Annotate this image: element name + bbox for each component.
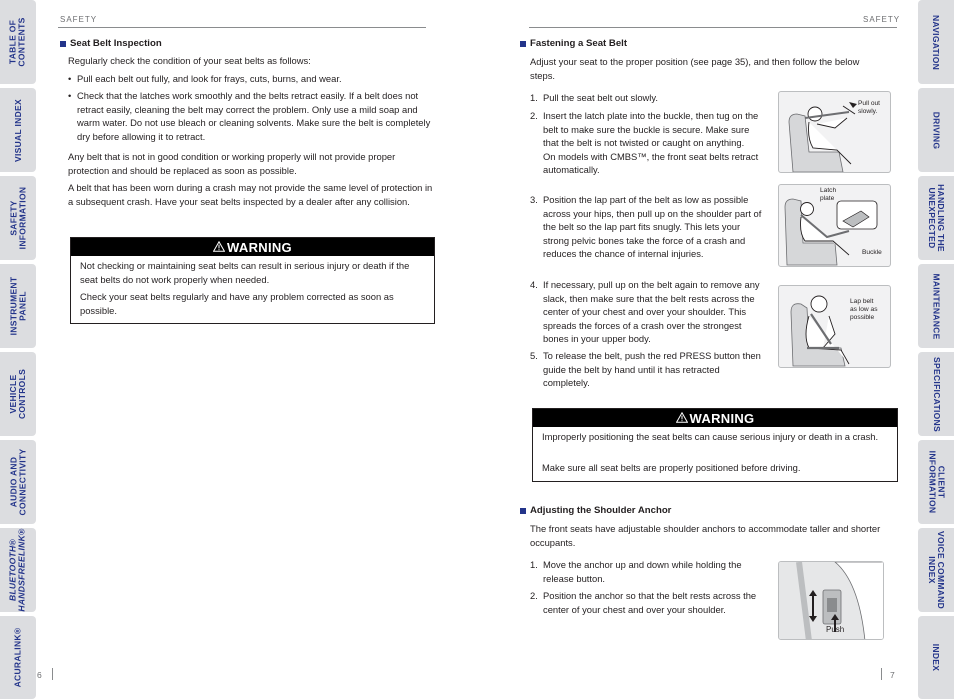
tab-safety-information[interactable] (0, 176, 36, 260)
tab-label: INSTRUMENT PANEL (8, 276, 28, 336)
running-head: SAFETY (60, 15, 98, 24)
step-text: If necessary, pull up on the belt again to remove any slack, then make sure that the belt rests across the center of your chest and over your shoulder. This spreads the forces of a crash over the strongest bones in your upper body. (543, 279, 760, 345)
figure-label: Push (826, 625, 845, 634)
step-number: 1. (530, 559, 538, 570)
tab-specifications[interactable] (918, 352, 954, 436)
section-heading (60, 38, 162, 49)
step-number: 5. (530, 350, 538, 361)
intro-text: Adjust your seat to the proper position (see page 35), and then follow the below steps. (530, 56, 860, 81)
tab-label: MAINTENANCE (931, 272, 942, 340)
warning-box (70, 237, 435, 324)
bullet-text: Pull each belt out fully, and look for frays, cuts, burns, and wear. (77, 73, 342, 84)
tab-instrument-panel[interactable] (0, 264, 36, 348)
warning-text: Not checking or maintaining seat belts can result in serious injury or death if the seat belts do not work properly when needed. (80, 260, 410, 285)
heading-text: Fastening a Seat Belt (530, 38, 628, 49)
figure-label: Lap belt as low as possible (850, 298, 878, 321)
intro-text: Regularly check the condition of your seat belts as follows: (68, 55, 311, 66)
tab-vehicle-controls[interactable] (0, 352, 36, 436)
folio-divider (52, 668, 53, 680)
figure-label: Buckle (862, 249, 882, 256)
figure-label: Latch plate (820, 187, 837, 202)
warning-text: Check your seat belts regularly and have any problem corrected as soon as possible. (80, 291, 394, 316)
step-text: Position the lap part of the belt as low as possible across your hips, then pull up on the shoulder part of the belt so the lap part fits snugly. This lets your strong pelvic bones take the force of a crash and reduces the chance of internal injuries. (543, 194, 762, 260)
tab-label: SPECIFICATIONS (931, 356, 942, 432)
pull-belt-illustration (778, 91, 891, 173)
section-heading (520, 38, 627, 49)
right-section-tabs (918, 0, 954, 699)
tab-label: BLUETOOTH® HANDSFREELINK® (8, 528, 27, 612)
tab-label: VISUAL INDEX (12, 98, 23, 162)
section-heading (520, 505, 671, 516)
tab-label: NAVIGATION (931, 14, 942, 70)
step-number: 3. (530, 194, 538, 205)
warning-header (71, 238, 434, 256)
warning-triangle-icon (213, 240, 225, 255)
tab-voice-command-index[interactable] (918, 528, 954, 612)
tab-label: HANDLING THE UNEXPECTED (927, 184, 947, 252)
tab-handling-the-unexpected[interactable] (918, 176, 954, 260)
tab-visual-index[interactable] (0, 88, 36, 172)
paragraph: A belt that has been worn during a crash may not provide the same level of protection in a subsequent crash. Have your seat belts inspected by a dealer after any collision. (68, 182, 433, 207)
running-head: SAFETY (863, 15, 901, 24)
paragraph: Any belt that is not in good condition or working properly will not provide proper protection and should be replaced as soon as possible. (68, 151, 396, 176)
heading-text: Seat Belt Inspection (70, 38, 162, 49)
warning-title: WARNING (227, 239, 292, 255)
tab-label: SAFETY INFORMATION (8, 186, 28, 250)
warning-text: Improperly positioning the seat belts can cause serious injury or death in a crash. (542, 431, 879, 442)
step-number: 2. (530, 110, 538, 121)
page-number: 6 (37, 670, 42, 680)
step-text: Move the anchor up and down while holding the release button. (543, 559, 742, 584)
shoulder-anchor-illustration (778, 561, 884, 640)
tab-table-of-contents[interactable] (0, 0, 36, 84)
warning-box (532, 408, 898, 482)
folio-divider (881, 668, 882, 680)
step-text: To release the belt, push the red PRESS button then guide the belt by hand until it has retracted completely. (543, 350, 761, 389)
left-section-tabs (0, 0, 36, 699)
tab-label: DRIVING (931, 111, 942, 149)
warning-triangle-icon (676, 411, 688, 426)
tab-label: AUDIO AND CONNECTIVITY (8, 448, 28, 516)
heading-square-icon (520, 508, 526, 514)
intro-text: The front seats have adjustable shoulder anchors to accommodate taller and shorter occupants. (530, 523, 881, 548)
tab-acuralink[interactable] (0, 616, 36, 699)
tab-index[interactable] (918, 616, 954, 699)
header-rule (529, 27, 897, 28)
step-text: Pull the seat belt out slowly. (543, 92, 658, 103)
header-rule (58, 27, 426, 28)
warning-text: Make sure all seat belts are properly positioned before driving. (542, 462, 801, 473)
heading-square-icon (520, 41, 526, 47)
step-number: 4. (530, 279, 538, 290)
tab-audio-and-connectivity[interactable] (0, 440, 36, 524)
tab-label: ACURALINK® (12, 627, 23, 688)
heading-square-icon (60, 41, 66, 47)
tab-navigation[interactable] (918, 0, 954, 84)
tab-label: CLIENT INFORMATION (927, 450, 947, 514)
tab-bluetooth-handsfreelink[interactable] (0, 528, 36, 612)
step-text: Insert the latch plate into the buckle, then tug on the belt to make sure the buckle is secure. Make sure that the belt is not twisted or caught on anything. On models with CMBS™, the front seat belts retract automatically. (543, 110, 759, 176)
lap-belt-illustration (778, 285, 891, 368)
step-text: Position the anchor so that the belt rests across the center of your chest and over your shoulder. (543, 590, 757, 615)
latch-buckle-illustration (778, 184, 891, 267)
heading-text: Adjusting the Shoulder Anchor (530, 505, 672, 516)
bullet-dot-icon: • (68, 73, 72, 84)
step-number: 1. (530, 92, 538, 103)
bullet-dot-icon: • (68, 90, 72, 101)
tab-label: VOICE COMMAND INDEX (927, 530, 947, 610)
step-number: 2. (530, 590, 538, 601)
tab-label: INDEX (931, 643, 942, 672)
tab-driving[interactable] (918, 88, 954, 172)
figure-label: Pull out slowly. (858, 100, 880, 115)
tab-maintenance[interactable] (918, 264, 954, 348)
tab-label: TABLE OF CONTENTS (8, 17, 27, 67)
warning-title: WARNING (689, 410, 755, 426)
tab-client-information[interactable] (918, 440, 954, 524)
warning-header (533, 409, 897, 427)
page-number: 7 (890, 670, 895, 680)
tab-label: VEHICLE CONTROLS (8, 368, 27, 420)
bullet-text: Check that the latches work smoothly and the belts retract easily. If a belt does not retract easily, cleaning the belt may correct the problem. Only use a mild soap and warm water. Do not use bleach or cleaning solvents. Make sure the belt is completely dry before allowing it to retract. (77, 90, 431, 142)
